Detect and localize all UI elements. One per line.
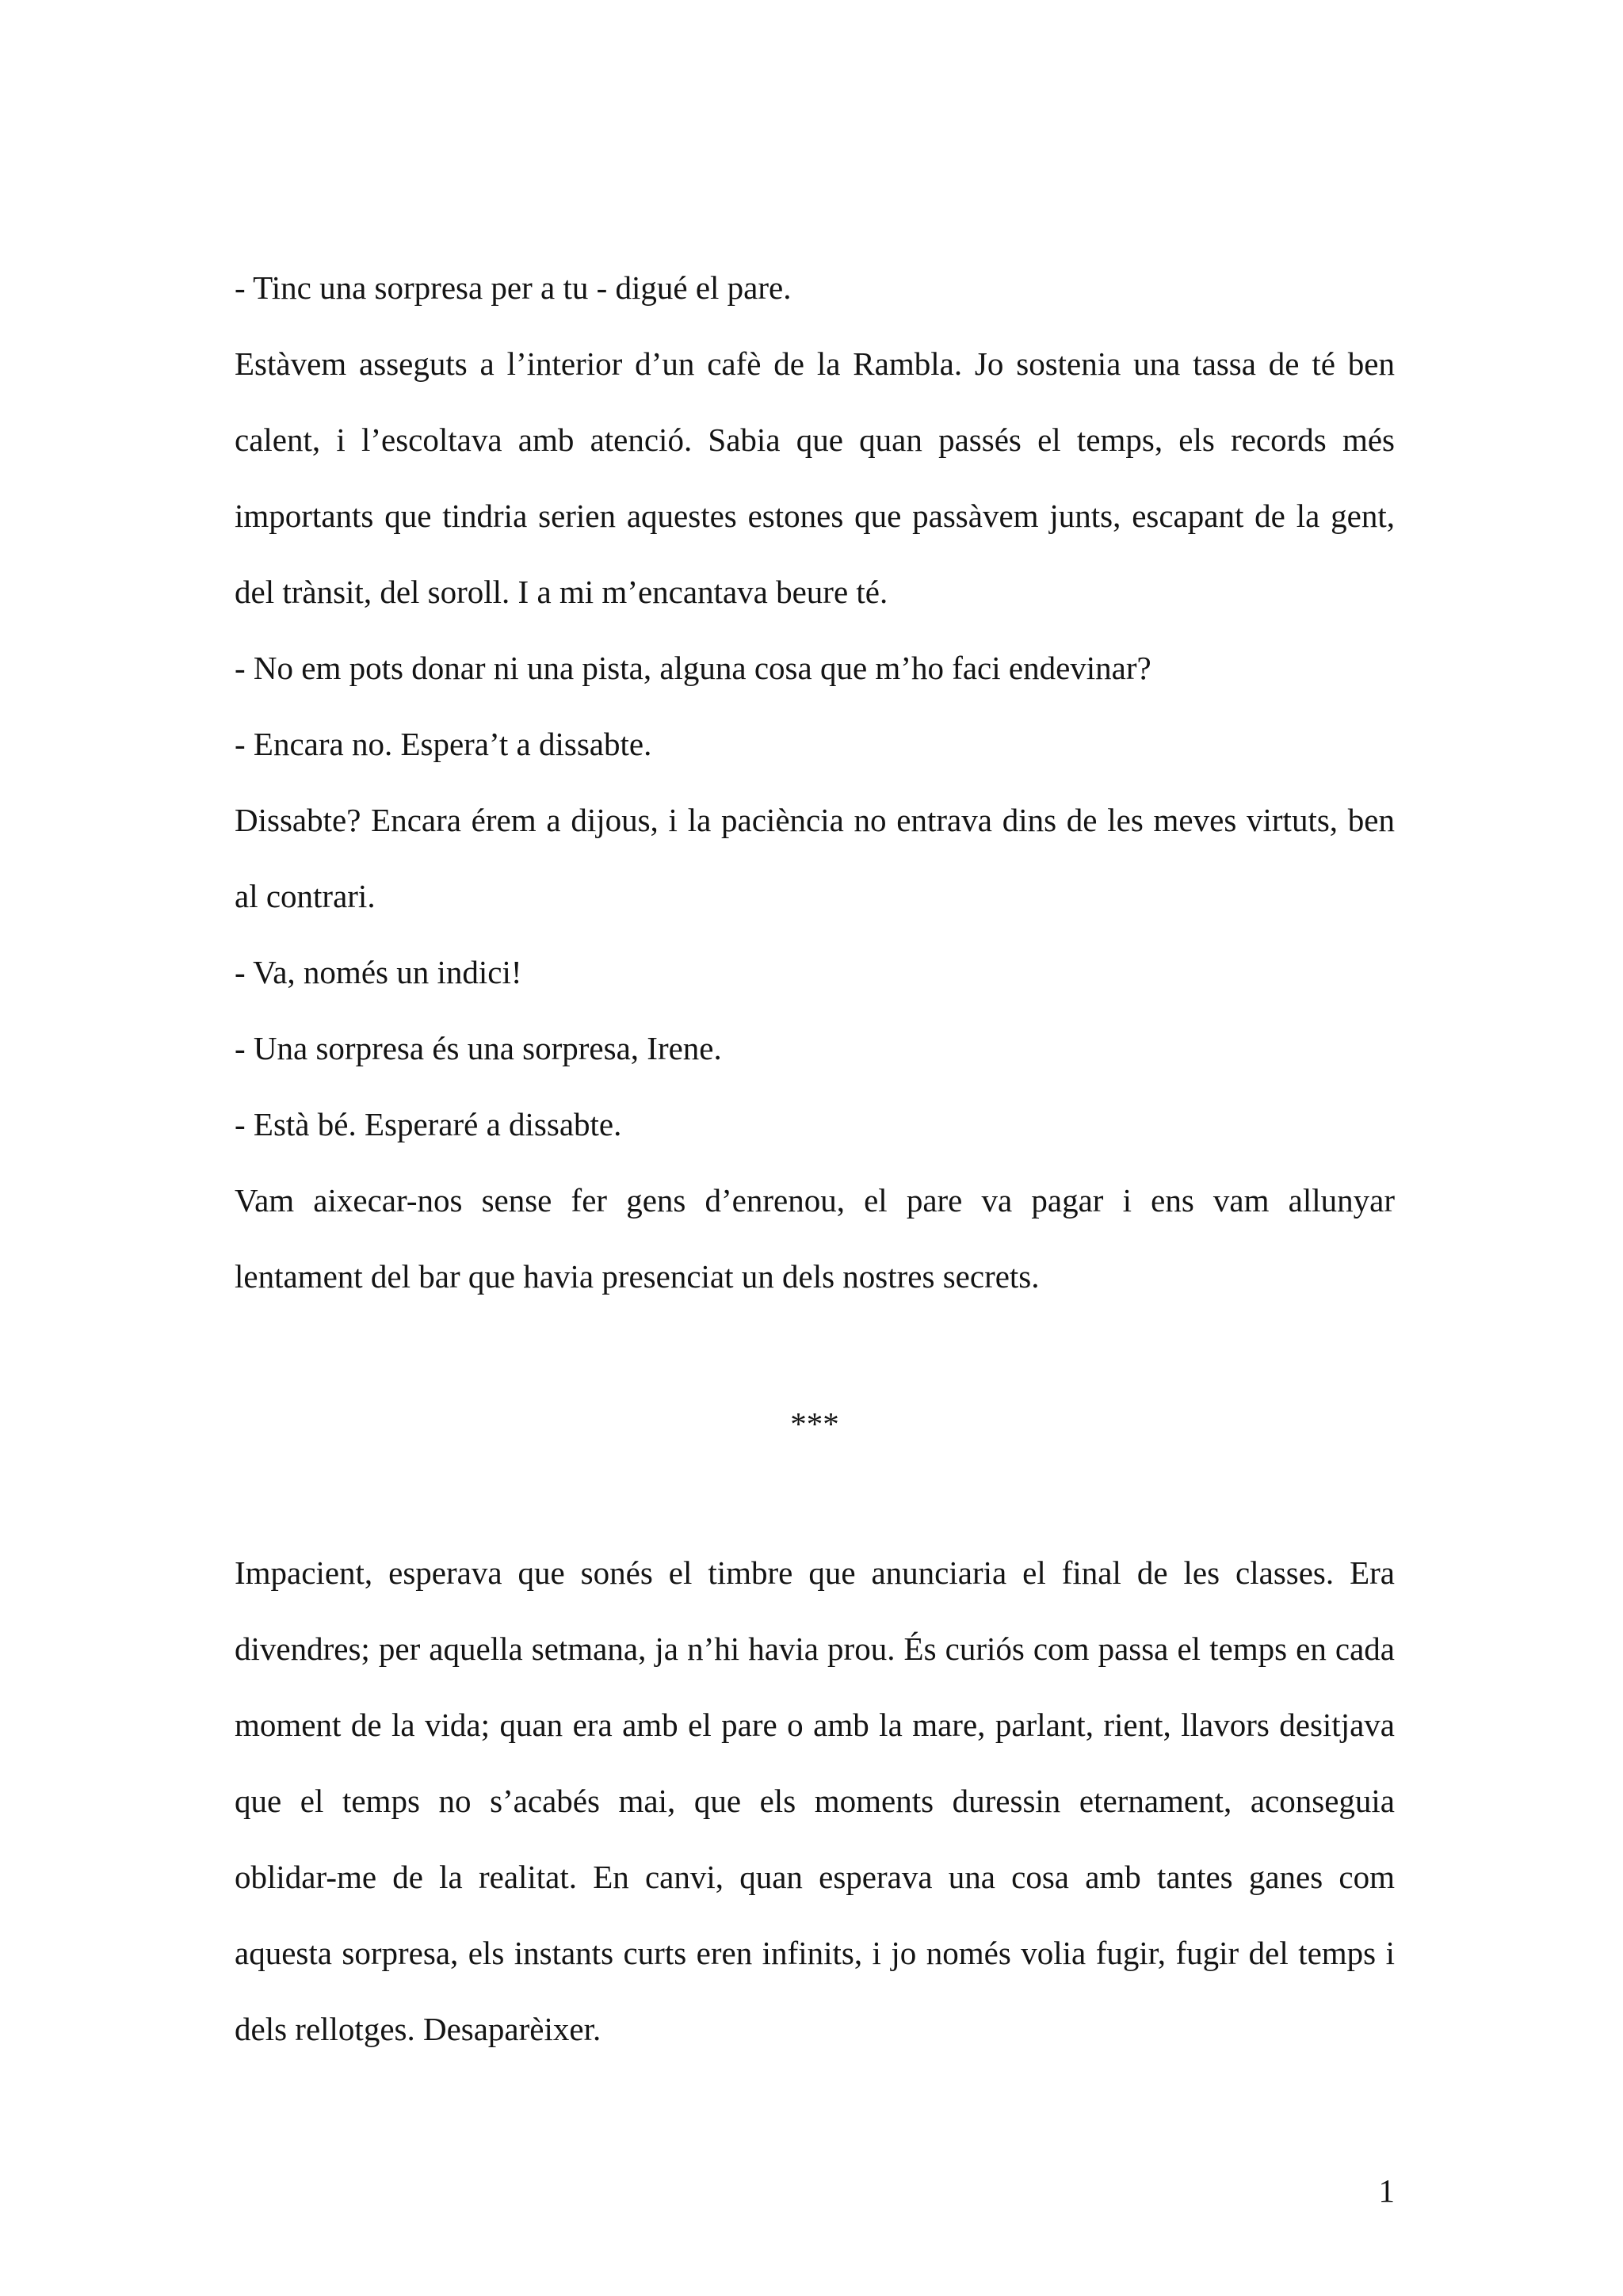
text-line: al contrari. [235,878,376,914]
text-line: - Encara no. Espera’t a dissabte. [235,726,652,762]
text-line: del trànsit, del soroll. I a mi m’encantava beure té. [235,574,888,610]
text-line: Vam aixecar-nos sense fer gens d’enrenou, el pare va pagar i ens vam allunyar [235,1182,1395,1219]
text-line: aquesta sorpresa, els instants curts eren infinits, i jo només volia fugir, fugir del temps i [235,1935,1395,1971]
text-line: dels rellotges. Desaparèixer. [235,2011,601,2047]
text-line: Dissabte? Encara érem a dijous, i la paciència no entrava dins de les meves virtuts, ben [235,802,1395,838]
page-number: 1 [1378,2172,1395,2209]
text-line: lentament del bar que havia presenciat un dels nostres secrets. [235,1258,1040,1295]
section-separator: *** [790,1405,839,1442]
text-line: oblidar-me de la realitat. En canvi, quan esperava una cosa amb tantes ganes com [235,1859,1395,1895]
text-line: calent, i l’escoltava amb atenció. Sabia que quan passés el temps, els records més [235,421,1395,458]
text-line: Impacient, esperava que sonés el timbre que anunciaria el final de les classes. Era [235,1554,1395,1591]
text-line: que el temps no s’acabés mai, que els moments duressin eternament, aconseguia [235,1783,1395,1819]
text-line: importants que tindria serien aquestes estones que passàvem junts, escapant de la gent, [235,498,1395,534]
text-line: - No em pots donar ni una pista, alguna cosa que m’ho faci endevinar? [235,650,1151,686]
text-line: - Una sorpresa és una sorpresa, Irene. [235,1030,722,1066]
text-line: - Està bé. Esperaré a dissabte. [235,1106,622,1142]
text-line: divendres; per aquella setmana, ja n’hi havia prou. És curiós com passa el temps en cada [235,1630,1395,1667]
text-line: Estàvem asseguts a l’interior d’un cafè de la Rambla. Jo sostenia una tassa de té ben [235,345,1395,382]
text-line: - Va, només un indici! [235,954,522,990]
text-line: moment de la vida; quan era amb el pare o amb la mare, parlant, rient, llavors desitjava [235,1707,1395,1743]
text-line: - Tinc una sorpresa per a tu - digué el pare. [235,269,792,306]
